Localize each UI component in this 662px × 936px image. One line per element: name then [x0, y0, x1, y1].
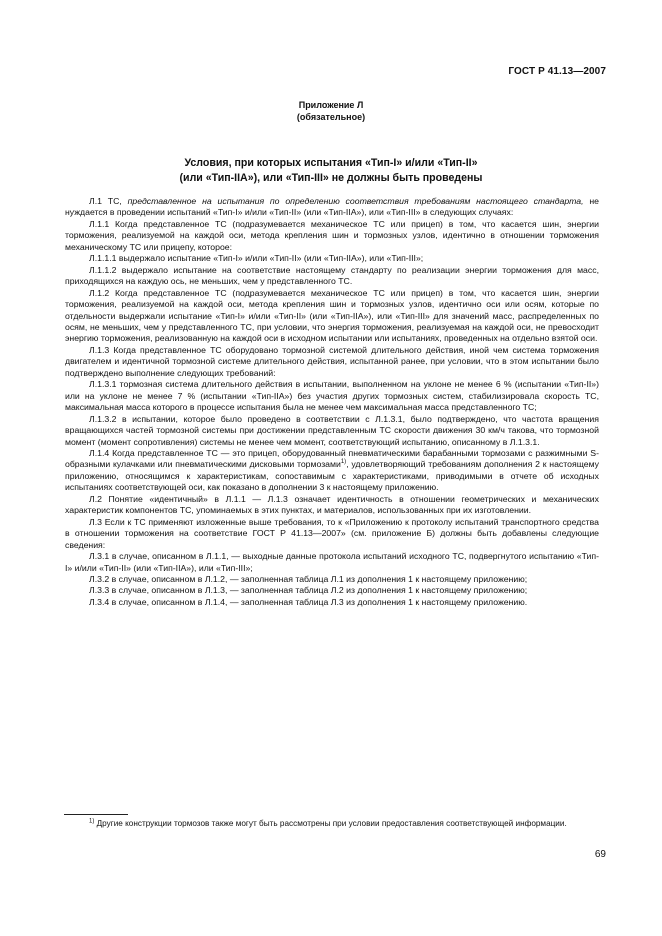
paragraph-l2: Л.2 Понятие «идентичный» в Л.1.1 — Л.1.3 означает идентичность в отношении геометрических и механических характеристик компонентов ТС, упоминаемых в этих пунктах, и материалов, использованных при их изготовлении.	[65, 493, 599, 516]
paragraph-l1-1-2: Л.1.1.2 выдержало испытание на соответствие настоящему стандарту по реализации энергии торможения для масс, приходящихся на каждую ось, не меньших, чем у представленного ТС.	[65, 264, 599, 287]
standard-code: ГОСТ Р 41.13—2007	[508, 66, 606, 77]
paragraph-l1-3-1: Л.1.3.1 тормозная система длительного действия в испытании, выполненном на уклоне не менее 6 % (испытании «Тип-II») или на уклоне не менее 7 % (испытании «Тип-IIA») без участия других тормозных систем, стабилизировала скорость ТС, максимальная масса которого в процессе испытания была не менее чем максимальная масса представленного ТС;	[65, 379, 599, 413]
paragraph-l1-3: Л.1.3 Когда представленное ТС оборудовано тормозной системой длительного действия, иной чем система торможения двигателем и идентичной тормозной системе длительного действия, испытанной ранее, при условии, что в этом испытании было подтверждено выполнение следующих требований:	[65, 344, 599, 378]
paragraph-l3-3: Л.3.3 в случае, описанном в Л.1.3, — заполненная таблица Л.2 из дополнения 1 к настоящему приложению;	[89, 585, 528, 596]
paragraph-l1-4: Л.1.4 Когда представленное ТС — это прицеп, оборудованный пневматическими барабанными тормозами с разжимными S-образными кулачками или пневматическими дисковыми тормозами$^{1)}$, удовлетворяющий требованиям дополнения 2 к настоящему приложению, относящимся к характеристикам, сопоставимым с характеристиками, приводимыми в отчете об исходных испытаниях соответствующей оси, как показано в дополнении 3 к настоящему приложению.	[65, 447, 599, 493]
appendix-status: (обязательное)	[296, 112, 366, 122]
paragraph-l1-3-2: Л.1.3.2 в испытании, которое было проведено в соответствии с Л.1.3.1, было подтверждено, что частота вращения вращающихся частей тормозной системы при достижении представленным ТС скорости движения 30 км/ч такова, что тормозной момент (момент сопротивления) системы не менее чем момент, соответствующий испытанию, описанному в Л.1.3.1.	[65, 413, 599, 447]
emphasis: представленное на испытания по определению соответствия требованиям настоящего стандарта,	[127, 196, 584, 206]
footnote	[65, 818, 599, 829]
paragraph-l3-4: Л.3.4 в случае, описанном в Л.1.4, — заполненная таблица Л.3 из дополнения 1 к настоящему приложению.	[89, 596, 528, 607]
paragraph-l1-1: Л.1.1 Когда представленное ТС (подразумевается механическое ТС или прицеп) в том, что касается шин, энергии торможения, реализуемой на каждой оси, метода крепления шин и тормозных узлов, идентично в отношении торможения механическому ТС или прицепу, которое:	[65, 218, 599, 252]
paragraph-l3-2: Л.3.2 в случае, описанном в Л.1.2, — заполненная таблица Л.1 из дополнения 1 к настоящему приложению;	[89, 573, 528, 584]
title-line-1: Условия, при которых испытания «Тип-I» и/или «Тип-II»	[184, 157, 478, 169]
footnote-text: Другие конструкции тормозов также могут быть рассмотрены при условии предоставления соответствующей информации.	[94, 819, 567, 828]
footnote-marker: 1)	[89, 818, 95, 825]
title-line-2: (или «Тип-IIA»), или «Тип-III» не должны быть проведены	[179, 171, 483, 184]
paragraph-l1: Л.1 ТС, представленное на испытания по определению соответствия требованиям настоящего стандарта, не нуждается в проведении испытаний «Тип-I» и/или «Тип-II» (или «Тип-IIA»), или «Тип-III» в следующих случаях:	[65, 196, 599, 218]
footnote-ref: 1)	[340, 459, 347, 466]
footnote-divider	[64, 814, 128, 815]
appendix-heading	[0, 99, 662, 123]
body-text	[65, 196, 599, 608]
paragraph-l1-1-1: Л.1.1.1 выдержало испытание «Тип-I» и/или «Тип-II» (или «Тип-IIA»), или «Тип-III»;	[89, 253, 424, 264]
paragraph-l1-2: Л.1.2 Когда представленное ТС (подразумевается механическое ТС или прицеп) в том, что касается шин, энергии торможения, реализуемой на каждой оси, метода крепления шин и тормозных узлов, идентично оси или осям, которые по отдельности выдержали испытание «Тип-I» и/или «Тип-II» (или «Тип-IIA»), или «Тип-III» для значений масс, распределенных по осям, не меньших, чем у представленного ТС, при условии, что энергия торможения, реализуемая на каждой оси, не превосходит энергию торможения, реализованную на каждой оси в исходном испытании или испытаниях, проведенных на отдельно взятой оси.	[65, 287, 599, 344]
page-number: 69	[594, 849, 606, 860]
appendix-title: Приложение Л	[298, 100, 364, 110]
paragraph-l3-1: Л.3.1 в случае, описанном в Л.1.1, — выходные данные протокола испытаний исходного ТС, подвергнутого испытанию «Тип-I» и/или «Тип-II» (или «Тип-IIA»), или «Тип-III»;	[65, 551, 599, 573]
section-title	[100, 156, 562, 185]
paragraph-l3: Л.3 Если к ТС применяют изложенные выше требования, то к «Приложению к протоколу испытаний транспортного средства в отношении торможения на соответствие ГОСТ Р 41.13—2007» (см. приложение Б) должны быть добавлены следующие сведения:	[65, 516, 599, 550]
